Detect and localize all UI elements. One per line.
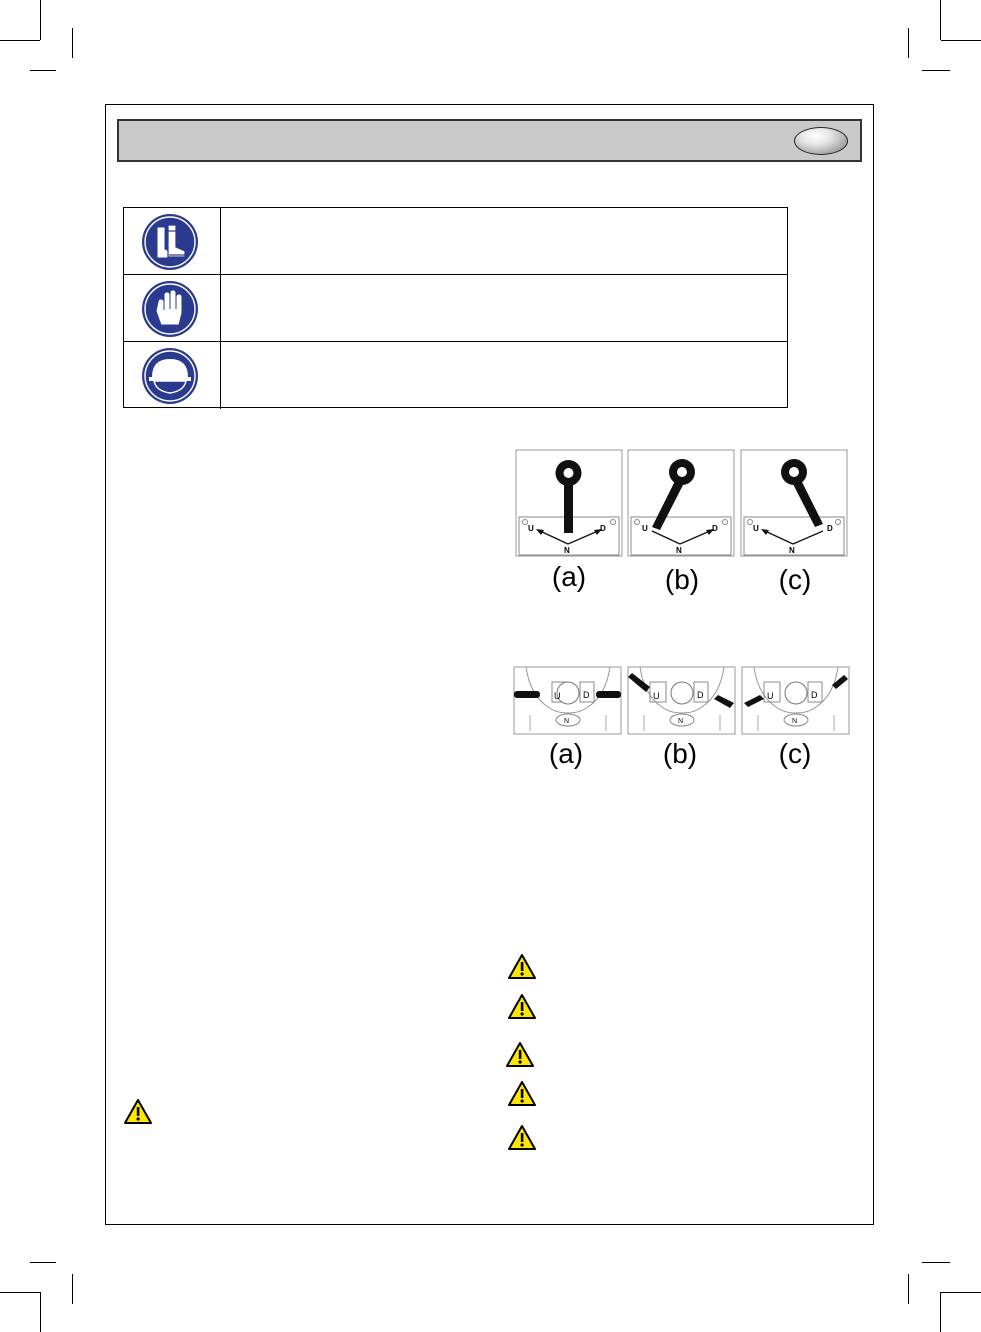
warning-icon bbox=[505, 1041, 535, 1068]
panel-label-a: (a) bbox=[548, 738, 584, 769]
panel-label-c: (c) bbox=[778, 738, 812, 769]
svg-text:U: U bbox=[653, 691, 660, 701]
ppe-icon-cell bbox=[124, 275, 221, 341]
ppe-row-boots bbox=[124, 208, 787, 275]
svg-text:U: U bbox=[642, 524, 648, 533]
panel-label-c: (c) bbox=[778, 564, 812, 595]
ppe-icon-cell bbox=[124, 208, 221, 274]
ppe-text bbox=[221, 275, 787, 341]
svg-text:U: U bbox=[554, 691, 561, 701]
svg-text:N: N bbox=[676, 546, 682, 555]
ppe-row-gloves bbox=[124, 275, 787, 342]
warning-icon bbox=[507, 953, 537, 980]
svg-text:N: N bbox=[564, 718, 570, 725]
ppe-table bbox=[123, 207, 788, 408]
control-panel-c bbox=[742, 667, 849, 734]
warning-icon bbox=[507, 993, 537, 1020]
svg-text:U: U bbox=[753, 524, 759, 533]
warning-icon bbox=[123, 1098, 153, 1125]
panel-label-b: (b) bbox=[662, 738, 698, 769]
safety-boots-icon bbox=[141, 213, 199, 271]
lever-position-diagram bbox=[514, 449, 850, 609]
svg-text:D: D bbox=[811, 690, 818, 700]
lever-panel-a bbox=[516, 450, 622, 556]
svg-text:D: D bbox=[712, 524, 718, 533]
hard-hat-icon bbox=[141, 347, 199, 405]
panel-label-a: (a) bbox=[551, 561, 587, 592]
svg-text:D: D bbox=[697, 690, 704, 700]
svg-text:N: N bbox=[678, 718, 684, 725]
svg-text:U: U bbox=[767, 691, 774, 701]
ppe-text bbox=[221, 208, 787, 274]
svg-text:D: D bbox=[600, 524, 606, 533]
svg-text:N: N bbox=[789, 546, 795, 555]
warning-icon bbox=[507, 1124, 537, 1151]
lever-panel-b bbox=[628, 450, 734, 556]
svg-text:N: N bbox=[564, 546, 570, 555]
control-panel-a bbox=[514, 667, 621, 734]
svg-text:N: N bbox=[792, 718, 798, 725]
safety-gloves-icon bbox=[141, 280, 199, 338]
ppe-icon-cell bbox=[124, 342, 221, 409]
warning-icon bbox=[507, 1080, 537, 1107]
page-number-badge bbox=[794, 127, 848, 155]
control-handle-diagram bbox=[512, 665, 852, 780]
section-header-bar bbox=[117, 119, 862, 162]
svg-text:D: D bbox=[827, 524, 833, 533]
svg-text:U: U bbox=[528, 524, 534, 533]
lever-panel-c bbox=[741, 450, 847, 556]
svg-text:D: D bbox=[583, 690, 590, 700]
panel-label-b: (b) bbox=[664, 564, 700, 595]
control-panel-b bbox=[628, 667, 735, 734]
ppe-text bbox=[221, 342, 787, 409]
ppe-row-hardhat bbox=[124, 342, 787, 409]
